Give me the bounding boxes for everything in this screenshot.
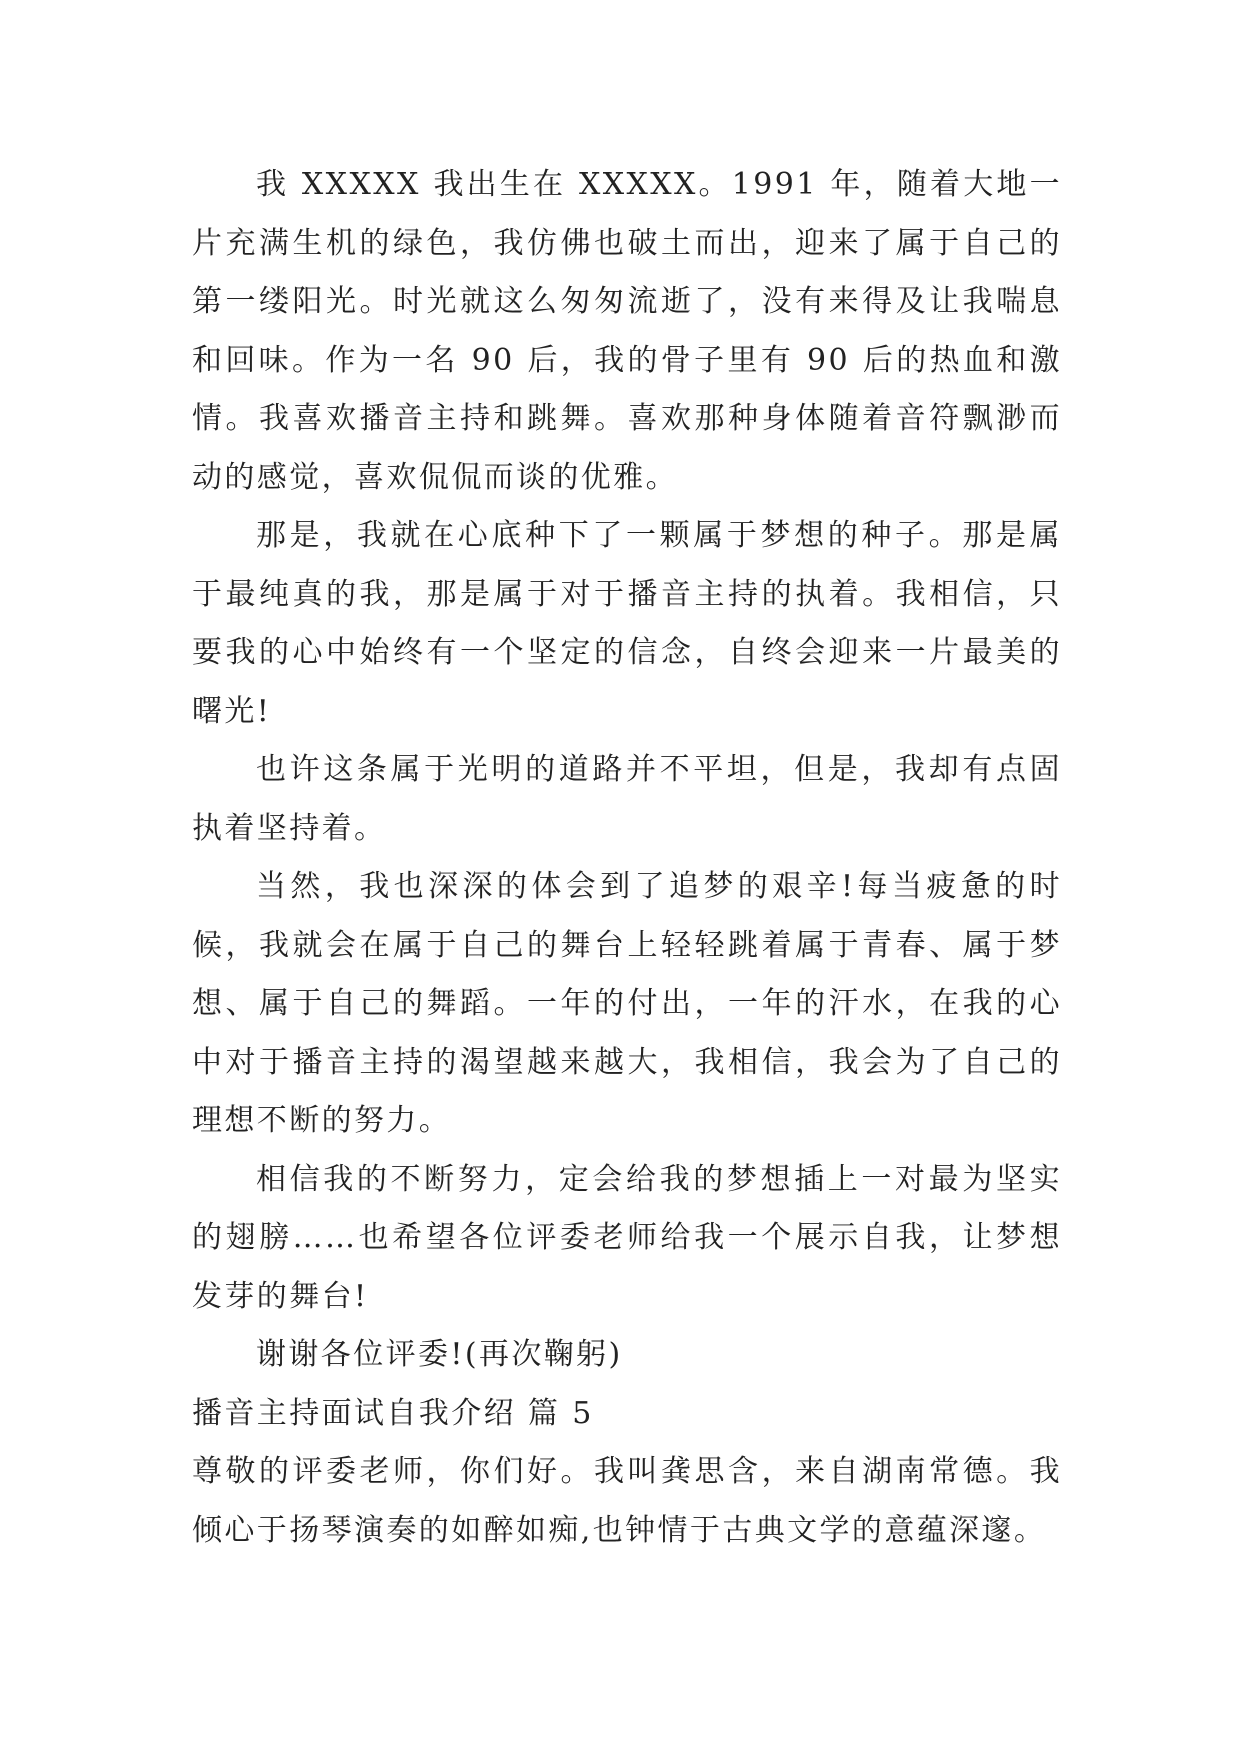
document-body (192, 156, 1062, 1560)
paragraph-thanks: 谢谢各位评委!(再次鞠躬) (256, 1337, 623, 1372)
paragraph-effort: 相信我的不断努力，定会给我的梦想插上一对最为坚实的翅膀……也希望各位评委老师给我一个展示自我，让梦想发芽的舞台! (192, 1161, 1062, 1314)
paragraph-dream-seed: 那是，我就在心底种下了一颗属于梦想的种子。那是属于最纯真的我，那是属于对于播音主持的执着。我相信，只要我的心中始终有一个坚定的信念，自终会迎来一片最美的曙光! (192, 518, 1062, 729)
paragraph-section-5: 尊敬的评委老师，你们好。我叫龚思含，来自湖南常德。我倾心于扬琴演奏的如醉如痴,也钟情于古典文学的意蕴深邃。 (192, 1454, 1062, 1548)
section-heading: 播音主持面试自我介绍 篇 5 (192, 1395, 594, 1431)
paragraph-persistence: 也许这条属于光明的道路并不平坦，但是，我却有点固执着坚持着。 (192, 752, 1062, 846)
paragraph-hardship: 当然，我也深深的体会到了追梦的艰辛!每当疲惫的时候，我就会在属于自己的舞台上轻轻跳着属于青春、属于梦想、属于自己的舞蹈。一年的付出，一年的汗水，在我的心中对于播音主持的渴望越来越大，我相信，我会为了自己的理想不断的努力。 (192, 869, 1062, 1138)
paragraph-intro: 我 XXXXX 我出生在 XXXXX。1991 年，随着大地一片充满生机的绿色，我仿佛也破土而出，迎来了属于自己的第一缕阳光。时光就这么匆匆流逝了，没有来得及让我喘息和回味。作为一名 90 后，我的骨子里有 90 后的热血和激情。我喜欢播音主持和跳舞。喜欢那种身体随着音符飘渺而动的感觉，喜欢侃侃而谈的优雅。 (192, 167, 1062, 495)
